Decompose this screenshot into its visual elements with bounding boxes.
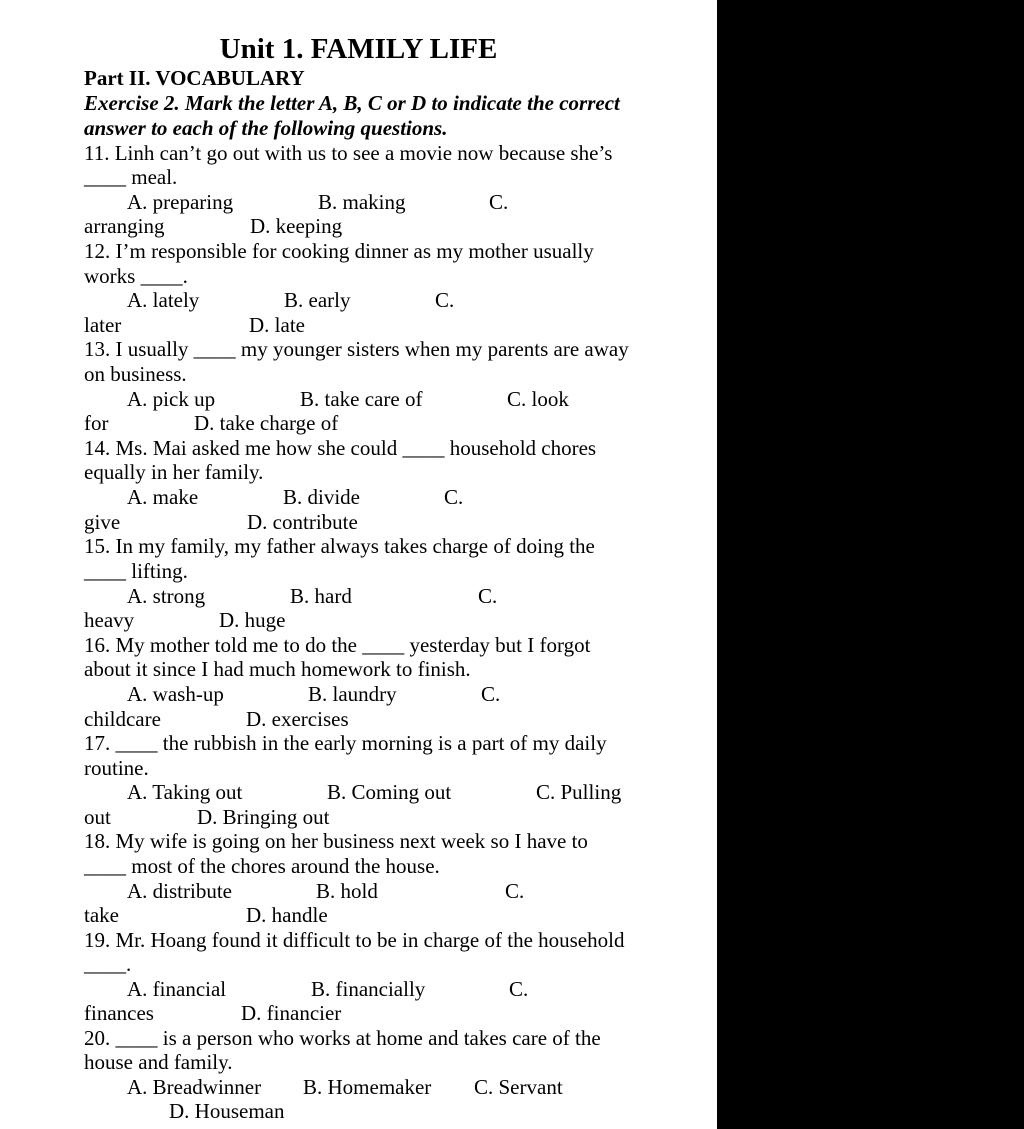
exercise-instruction: Exercise 2. Mark the letter A, B, C or D to indicate the correct bbox=[84, 91, 620, 115]
question-18-cont: ____ most of the chores around the house. bbox=[84, 854, 440, 878]
option-d: D. Houseman bbox=[169, 1099, 285, 1123]
options-row bbox=[0, 411, 717, 436]
option-a: A. preparing bbox=[127, 190, 234, 214]
question-15: 15. In my family, my father always takes charge of doing the bbox=[84, 534, 595, 558]
question-18: 18. My wife is going on her business next week so I have to bbox=[84, 829, 588, 853]
options-row bbox=[0, 387, 717, 412]
option-c-text: arranging bbox=[84, 214, 165, 238]
question-11: 11. Linh can’t go out with us to see a movie now because she’s bbox=[84, 141, 613, 165]
options-row bbox=[0, 879, 717, 904]
options-row bbox=[0, 707, 717, 732]
question-12-cont: works ____. bbox=[84, 264, 188, 288]
option-c-text: take bbox=[84, 903, 119, 927]
option-b: B. hold bbox=[316, 879, 378, 903]
option-c: C. bbox=[489, 190, 509, 214]
option-a: A. lately bbox=[127, 288, 200, 312]
option-c: C. bbox=[478, 584, 498, 608]
option-c: C. Servant bbox=[474, 1075, 563, 1099]
options-row bbox=[0, 288, 717, 313]
option-a: A. strong bbox=[127, 584, 206, 608]
option-b: B. hard bbox=[290, 584, 352, 608]
options-row bbox=[0, 1075, 717, 1100]
option-c: C. look bbox=[507, 387, 569, 411]
option-c: C. Pulling bbox=[536, 780, 622, 804]
black-panel bbox=[717, 0, 1024, 1129]
options-row bbox=[0, 313, 717, 338]
option-b: B. early bbox=[284, 288, 351, 312]
option-b: B. financially bbox=[311, 977, 426, 1001]
option-d: D. exercises bbox=[246, 707, 349, 731]
question-19: 19. Mr. Hoang found it difficult to be in charge of the household bbox=[84, 928, 625, 952]
question-14-cont: equally in her family. bbox=[84, 460, 264, 484]
question-17-cont: routine. bbox=[84, 756, 149, 780]
option-b: B. take care of bbox=[300, 387, 423, 411]
option-a: A. pick up bbox=[127, 387, 216, 411]
options-row bbox=[0, 485, 717, 510]
options-row bbox=[0, 584, 717, 609]
options-row bbox=[0, 805, 717, 830]
question-11-cont: ____ meal. bbox=[84, 165, 178, 189]
option-c-text: for bbox=[84, 411, 109, 435]
question-16-cont: about it since I had much homework to finish. bbox=[84, 657, 471, 681]
option-d: D. financier bbox=[241, 1001, 342, 1025]
option-d: D. handle bbox=[246, 903, 328, 927]
options-row bbox=[0, 977, 717, 1002]
option-a: A. distribute bbox=[127, 879, 232, 903]
option-a: A. Breadwinner bbox=[127, 1075, 262, 1099]
option-c: C. bbox=[435, 288, 455, 312]
question-13: 13. I usually ____ my younger sisters when my parents are away bbox=[84, 337, 629, 361]
options-row bbox=[0, 903, 717, 928]
option-c-text: heavy bbox=[84, 608, 135, 632]
option-a: A. wash-up bbox=[127, 682, 224, 706]
option-c-text: give bbox=[84, 510, 121, 534]
option-b: B. laundry bbox=[308, 682, 397, 706]
question-17: 17. ____ the rubbish in the early morning is a part of my daily bbox=[84, 731, 607, 755]
question-13-cont: on business. bbox=[84, 362, 187, 386]
options-row bbox=[0, 1099, 717, 1124]
option-b: B. Coming out bbox=[327, 780, 452, 804]
option-c-text: childcare bbox=[84, 707, 161, 731]
option-a: A. financial bbox=[127, 977, 227, 1001]
question-12: 12. I’m responsible for cooking dinner as my mother usually bbox=[84, 239, 594, 263]
options-row bbox=[0, 1001, 717, 1026]
page-title: Unit 1. FAMILY LIFE bbox=[219, 33, 498, 65]
question-19-cont: ____. bbox=[84, 952, 132, 976]
question-20-cont: house and family. bbox=[84, 1050, 233, 1074]
question-14: 14. Ms. Mai asked me how she could ____ household chores bbox=[84, 436, 597, 460]
option-a: A. Taking out bbox=[127, 780, 243, 804]
options-row bbox=[0, 214, 717, 239]
option-d: D. keeping bbox=[250, 214, 343, 238]
option-c-text: later bbox=[84, 313, 122, 337]
question-15-cont: ____ lifting. bbox=[84, 559, 188, 583]
options-row bbox=[0, 682, 717, 707]
option-c-text: finances bbox=[84, 1001, 154, 1025]
option-d: D. huge bbox=[219, 608, 286, 632]
option-b: B. Homemaker bbox=[303, 1075, 432, 1099]
option-c: C. bbox=[481, 682, 501, 706]
option-d: D. contribute bbox=[247, 510, 358, 534]
option-a: A. make bbox=[127, 485, 199, 509]
option-d: D. late bbox=[249, 313, 305, 337]
options-row bbox=[0, 190, 717, 215]
question-20: 20. ____ is a person who works at home and takes care of the bbox=[84, 1026, 601, 1050]
question-16: 16. My mother told me to do the ____ yesterday but I forgot bbox=[84, 633, 591, 657]
option-d: D. take charge of bbox=[194, 411, 339, 435]
option-c: C. bbox=[444, 485, 464, 509]
part-heading: Part II. VOCABULARY bbox=[84, 66, 305, 90]
options-row bbox=[0, 510, 717, 535]
options-row bbox=[0, 608, 717, 633]
option-d: D. Bringing out bbox=[197, 805, 330, 829]
option-c: C. bbox=[505, 879, 525, 903]
options-row bbox=[0, 780, 717, 805]
option-b: B. making bbox=[318, 190, 406, 214]
option-c: C. bbox=[509, 977, 529, 1001]
exercise-instruction: answer to each of the following questions. bbox=[84, 116, 448, 140]
option-c-text: out bbox=[84, 805, 111, 829]
option-b: B. divide bbox=[283, 485, 360, 509]
